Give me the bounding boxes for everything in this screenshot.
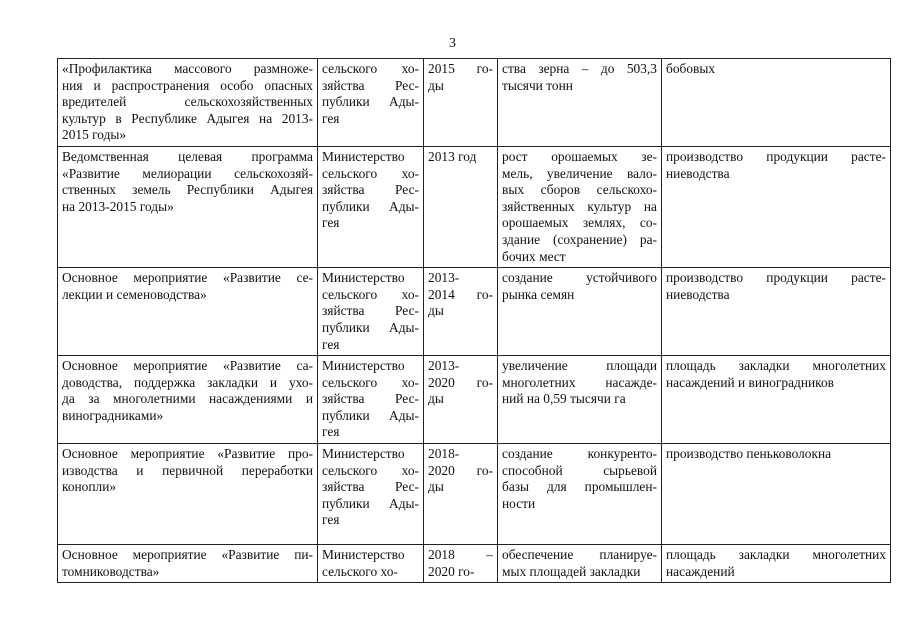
period-cell	[424, 268, 498, 356]
table-row	[58, 146, 891, 267]
cell-line: 2018 –	[428, 547, 493, 563]
cell-line: ды	[428, 391, 444, 407]
executor-cell	[318, 444, 424, 545]
cell-line: рост орошаемых зе-	[502, 148, 657, 164]
cell-line: Министерство	[322, 270, 405, 286]
cell-line: Основное мероприятие «Развитие пи-	[62, 547, 313, 563]
executor-cell	[318, 146, 424, 267]
indicator-cell	[662, 356, 891, 444]
cell-line: Ведомственная целевая программа	[62, 148, 313, 164]
cell-line: Основное мероприятие «Развитие са-	[62, 358, 313, 374]
cell-line: 2020 го-	[428, 462, 493, 478]
event-cell	[58, 356, 318, 444]
cell-line: «Развитие мелиорации сельскохозяй-	[62, 165, 313, 181]
period-cell	[424, 444, 498, 545]
cell-line: виноградниками»	[62, 407, 164, 423]
indicator-cell	[662, 59, 891, 147]
cell-line: Основное мероприятие «Развитие про-	[62, 446, 313, 462]
cell-line: да за многолетними насаждениями и	[62, 391, 313, 407]
cell-line: зяйства Рес-	[322, 77, 419, 93]
table-row	[58, 59, 891, 147]
cell-line: производство пеньковолокна	[666, 446, 832, 462]
cell-line: публики Ады-	[322, 495, 419, 511]
table-row	[58, 356, 891, 444]
cell-line: ниеводства	[666, 286, 730, 302]
cell-line: ды	[428, 479, 444, 495]
cell-line: площадь закладки многолетних	[666, 547, 886, 563]
cell-line: мых площадей закладки	[502, 563, 641, 579]
cell-line: мель, увеличение вало-	[502, 165, 657, 181]
event-cell	[58, 146, 318, 267]
cell-line: производство продукции расте-	[666, 270, 886, 286]
table-row	[58, 268, 891, 356]
cell-line: Министерство	[322, 446, 405, 462]
event-cell	[58, 59, 318, 147]
result-cell	[498, 59, 662, 147]
result-cell	[498, 444, 662, 545]
cell-line: гея	[322, 512, 340, 528]
cell-line: 2020 го-	[428, 563, 475, 579]
period-cell	[424, 545, 498, 583]
executor-cell	[318, 268, 424, 356]
cell-line: изводства и первичной переработки	[62, 462, 313, 478]
cell-line: ности	[502, 495, 536, 511]
cell-line: создание устойчивого	[502, 270, 657, 286]
result-cell	[498, 268, 662, 356]
cell-line: насаждений	[666, 563, 735, 579]
cell-line: доводства, поддержка закладки и ухо-	[62, 374, 313, 390]
cell-line: публики Ады-	[322, 94, 419, 110]
period-cell	[424, 356, 498, 444]
cell-line: сельского хо-	[322, 286, 419, 302]
cell-line: на 2013-2015 годы»	[62, 198, 174, 214]
indicator-cell	[662, 545, 891, 583]
period-cell	[424, 146, 498, 267]
indicator-cell	[662, 146, 891, 267]
cell-line: Министерство	[322, 547, 405, 563]
table-row	[58, 444, 891, 545]
cell-line: гея	[322, 215, 340, 231]
cell-line: зяйства Рес-	[322, 182, 419, 198]
cell-line: многолетних насажде-	[502, 374, 657, 390]
cell-line: лекции и семеноводства»	[62, 286, 207, 302]
cell-line: публики Ады-	[322, 407, 419, 423]
executor-cell	[318, 545, 424, 583]
cell-line: рынка семян	[502, 286, 575, 302]
event-cell	[58, 444, 318, 545]
cell-line: 2018-	[428, 446, 460, 462]
cell-line: конопли»	[62, 479, 117, 495]
cell-line: зяйства Рес-	[322, 391, 419, 407]
cell-line: зяйства Рес-	[322, 303, 419, 319]
executor-cell	[318, 59, 424, 147]
cell-line: орошаемых землях, со-	[502, 215, 657, 231]
cell-line: ды	[428, 303, 444, 319]
cell-line: способной сырьевой	[502, 462, 657, 478]
cell-line: сельского хо-	[322, 563, 398, 579]
result-cell	[498, 356, 662, 444]
cell-line: увеличение площади	[502, 358, 657, 374]
cell-line: 2015 го-	[428, 61, 493, 76]
cell-line: 2013-	[428, 358, 460, 374]
cell-line: ния и распространения особо опасных	[62, 77, 313, 93]
cell-line: гея	[322, 424, 340, 440]
cell-line: вредителей сельскохозяйственных	[62, 94, 313, 110]
cell-line: сельского хо-	[322, 462, 419, 478]
cell-line: 2020 го-	[428, 374, 493, 390]
cell-line: томниководства»	[62, 563, 160, 579]
program-events-table	[57, 58, 891, 583]
cell-line: площадь закладки многолетних	[666, 358, 886, 374]
cell-line: бобовых	[666, 61, 716, 76]
cell-line: «Профилактика массового размноже-	[62, 61, 313, 76]
result-cell	[498, 146, 662, 267]
cell-line: ства зерна – до 503,3	[502, 61, 657, 76]
cell-line: ды	[428, 77, 444, 93]
cell-line: 2014 го-	[428, 286, 493, 302]
cell-line: насаждений и виноградников	[666, 374, 834, 390]
cell-line: публики Ады-	[322, 319, 419, 335]
cell-line: 2013-	[428, 270, 460, 286]
table-body	[58, 59, 891, 583]
indicator-cell	[662, 444, 891, 545]
event-cell	[58, 268, 318, 356]
cell-line: зяйственных культур на	[502, 198, 657, 214]
executor-cell	[318, 356, 424, 444]
cell-line: культур в Республике Адыгея на 2013-	[62, 110, 313, 126]
cell-line: зяйства Рес-	[322, 479, 419, 495]
cell-line: базы для промышлен-	[502, 479, 657, 495]
cell-line: Основное мероприятие «Развитие се-	[62, 270, 313, 286]
cell-line: создание конкуренто-	[502, 446, 657, 462]
cell-line: гея	[322, 336, 340, 352]
cell-line: 2015 годы»	[62, 127, 127, 143]
cell-line: бочих мест	[502, 248, 566, 264]
cell-line: производство продукции расте-	[666, 148, 886, 164]
cell-line: обеспечение планируе-	[502, 547, 657, 563]
cell-line: сельского хо-	[322, 165, 419, 181]
cell-line: ниеводства	[666, 165, 730, 181]
cell-line: Министерство	[322, 148, 405, 164]
cell-line: сельского хо-	[322, 61, 419, 76]
cell-line: сельского хо-	[322, 374, 419, 390]
cell-line: ственных земель Республики Адыгея	[62, 182, 313, 198]
cell-line: ний на 0,59 тысячи га	[502, 391, 626, 407]
result-cell	[498, 545, 662, 583]
period-cell	[424, 59, 498, 147]
cell-line: Министерство	[322, 358, 405, 374]
cell-line: вых сборов сельскохо-	[502, 182, 657, 198]
cell-line: гея	[322, 110, 340, 126]
cell-line: здание (сохранение) ра-	[502, 231, 657, 247]
event-cell	[58, 545, 318, 583]
page-number: 3	[449, 36, 456, 51]
cell-line: публики Ады-	[322, 198, 419, 214]
cell-line: 2013 год	[428, 148, 477, 164]
table-row	[58, 545, 891, 583]
cell-line: тысячи тонн	[502, 77, 573, 93]
indicator-cell	[662, 268, 891, 356]
